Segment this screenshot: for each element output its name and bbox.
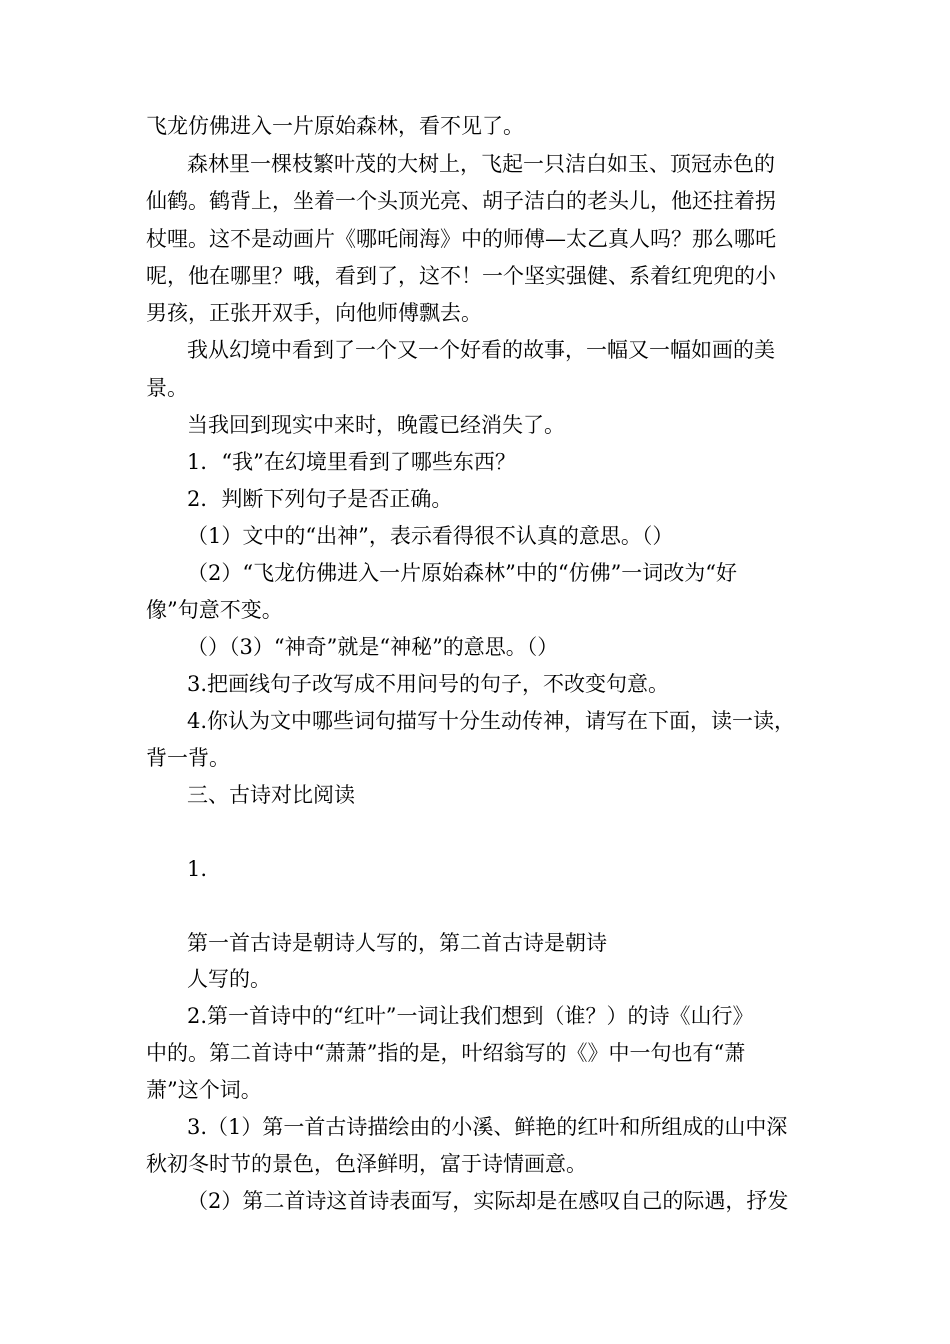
poem-question-2: 2.第一首诗中的“红叶”一词让我们想到（谁？）的诗《山行》 (187, 1004, 754, 1028)
poem-question-1: 第一首古诗是朝诗人写的，第二首古诗是朝诗 (187, 931, 607, 955)
text-line-7: 我从幻境中看到了一个又一个好看的故事，一幅又一幅如画的美 (187, 338, 775, 362)
poem-question-2-cont: 中的。第二首诗中“萧萧”指的是，叶绍翁写的《》中一句也有“萧 (146, 1041, 746, 1065)
text-line-5: 呢，他在哪里？哦，看到了，这不！一个坚实强健、系着红兜兜的小 (146, 264, 776, 288)
question-2-item-3: （）（3）“神奇”就是“神秘”的意思。（） (187, 635, 559, 659)
text-line-6: 男孩，正张开双手，向他师傅飘去。 (146, 301, 482, 325)
poem-question-1-cont: 人写的。 (187, 967, 271, 991)
text-line-8: 景。 (146, 376, 188, 400)
question-3: 3.把画线句子改写成不用问号的句子，不改变句意。 (187, 672, 670, 696)
poem-question-3-item-2: （2）第二首诗这首诗表面写，实际却是在感叹自己的际遇，抒发 (187, 1189, 789, 1213)
poem-question-2-cont-2: 萧”这个词。 (146, 1078, 262, 1102)
text-line-4: 杖哩。这不是动画片《哪吒闹海》中的师傅—太乙真人吗？那么哪吒 (146, 227, 776, 251)
question-4: 4.你认为文中哪些词句描写十分生动传神，请写在下面，读一读， (187, 709, 796, 733)
section-heading: 三、古诗对比阅读 (187, 783, 355, 807)
poem-question-3: 3.（1）第一首古诗描绘由的小溪、鲜艳的红叶和所组成的山中深 (187, 1115, 788, 1139)
text-line-9: 当我回到现实中来时，晚霞已经消失了。 (187, 413, 565, 437)
poem-question-3-cont: 秋初冬时节的景色，色泽鲜明，富于诗情画意。 (146, 1152, 587, 1176)
question-4-cont: 背一背。 (146, 746, 230, 770)
question-2-item-1: （1）文中的“出神”，表示看得很不认真的意思。（） (187, 524, 674, 548)
question-2-item-2-cont: 像”句意不变。 (146, 598, 283, 622)
text-line-3: 仙鹤。鹤背上，坐着一个头顶光亮、胡子洁白的老头儿，他还拄着拐 (146, 189, 776, 213)
text-line-1: 飞龙仿佛进入一片原始森林，看不见了。 (146, 114, 524, 138)
question-2-item-2: （2）“飞龙仿佛进入一片原始森林”中的“仿佛”一词改为“好 (187, 561, 738, 585)
question-1: 1．“我”在幻境里看到了哪些东西？ (187, 450, 516, 474)
poem-question-1-number: 1. (187, 857, 208, 881)
question-2: 2．判断下列句子是否正确。 (187, 487, 453, 511)
text-line-2: 森林里一棵枝繁叶茂的大树上，飞起一只洁白如玉、顶冠赤色的 (187, 152, 775, 176)
